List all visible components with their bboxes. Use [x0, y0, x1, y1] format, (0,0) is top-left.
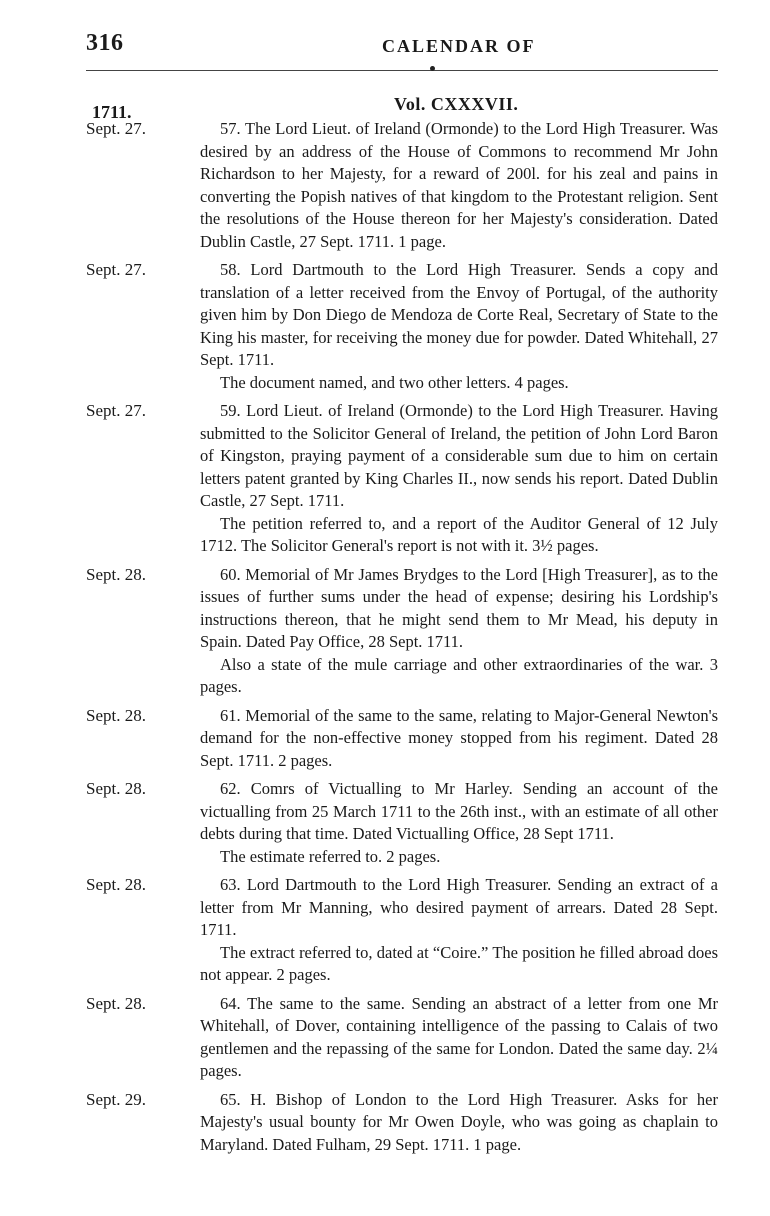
entry-date: Sept. 28. [86, 875, 146, 894]
running-title: CALENDAR OF [382, 36, 536, 56]
entry-abstract: 63. Lord Dartmouth to the Lord High Treasurer. Sending an extract of a letter from Mr Manning, who desired payment of arrears. Dated 28 Sept. 1711. [200, 875, 718, 939]
entry-date: Sept. 27. [86, 119, 146, 138]
header-rule [86, 70, 718, 71]
entry-note: The extract referred to, dated at “Coire.” The position he filled abroad does not appear. 2 pages. [200, 942, 718, 984]
entry-abstract: 65. H. Bishop of London to the Lord High Treasurer. Asks for her Majesty's usual bounty for Mr Owen Doyle, who was going as chaplain to Maryland. Dated Fulham, 29 Sept. 1711. 1 page. [200, 1089, 718, 1154]
calendar-entry [86, 564, 718, 699]
entry-body [200, 993, 718, 1083]
calendar-entry [86, 1089, 718, 1157]
calendar-entry [86, 400, 718, 558]
entry-date: Sept. 27. [86, 401, 146, 420]
entry-body [200, 1089, 718, 1157]
year-heading: 1711. [92, 102, 132, 122]
entry-body [200, 564, 718, 699]
entry-note: The document named, and two other letters. 4 pages. [220, 372, 569, 392]
entry-date: Sept. 28. [86, 705, 146, 725]
calendar-entry [86, 118, 718, 253]
entry-body [200, 400, 718, 558]
entry-body [200, 118, 718, 253]
entry-abstract: 64. The same to the same. Sending an abstract of a letter from one Mr Whitehall, of Dover, containing intelligence of the passing to Calais of two gentlemen and the repassing of the same for London. Dated the same day. 2¼ pages. [200, 993, 718, 1080]
entry-abstract: 60. Memorial of Mr James Brydges to the Lord [High Treasurer], as to the issues of further sums under the head of expense; desiring his Lordship's instructions thereon, that he might send them to Mr Mead, his deputy in Spain. Dated Pay Office, 28 Sept. 1711. [200, 564, 718, 651]
entry-note: The estimate referred to. 2 pages. [220, 846, 441, 866]
calendar-entry [86, 993, 718, 1083]
entry-body [200, 874, 718, 987]
entry-date: Sept. 27. [86, 260, 146, 279]
entry-body [200, 778, 718, 868]
calendar-entry [86, 705, 718, 773]
entry-abstract: 57. The Lord Lieut. of Ireland (Ormonde) to the Lord High Treasurer. Was desired by an address of the House of Commons to recommend Mr John Richardson to her Majesty, for a reward of 200l. for his zeal and pains in converting the Popish natives of that kingdom to the Protestant religion. Sent the resolutions of the House thereon for her Majesty's consideration. Dated Dublin Castle, 27 Sept. 1711. 1 page. [200, 119, 718, 251]
entry-body [200, 259, 718, 394]
entry-body [200, 705, 718, 773]
entry-note: The petition referred to, and a report of the Auditor General of 12 July 1712. The Solicitor General's report is not with it. 3½ pages. [200, 513, 718, 555]
entry-date: Sept. 28. [86, 564, 146, 584]
entry-abstract: 61. Memorial of the same to the same, relating to Major-General Newton's demand for the non-effective money stopped from his regiment. Dated 28 Sept. 1711. 2 pages. [200, 705, 718, 770]
calendar-entry [86, 778, 718, 868]
entry-note: Also a state of the mule carriage and other extraordinaries of the war. 3 pages. [200, 654, 718, 696]
calendar-entry [86, 874, 718, 987]
entry-abstract: 59. Lord Lieut. of Ireland (Ormonde) to the Lord High Treasurer. Having submitted to the Solicitor General of Ireland, the petition of John Lord Baron of Kingston, praying payment of a considerable sum due to him on certain letters patent granted by King Charles II., now sends his report. Dated Dublin Castle, 27 Sept. 1711. [200, 401, 718, 510]
entry-date: Sept. 28. [86, 993, 146, 1013]
volume-heading: Vol. CXXXVII. [394, 94, 519, 114]
entry-abstract: 58. Lord Dartmouth to the Lord High Treasurer. Sends a copy and translation of a letter received from the Envoy of Portugal, of the authority given him by Don Diego de Mendoza de Corte Real, Secretary of State to the King his master, for receiving the money due for powder. Dated Whitehall, 27 Sept. 1711. [200, 260, 718, 369]
calendar-entry [86, 259, 718, 394]
calendar-entries [86, 118, 718, 1162]
entry-date: Sept. 28. [86, 779, 146, 798]
entry-abstract: 62. Comrs of Victualling to Mr Harley. Sending an account of the victualling from 25 March 1711 to the 26th inst., with an estimate of all other debts during that time. Dated Victualling Office, 28 Sept 1711. [200, 779, 718, 843]
page-header [0, 30, 770, 70]
entry-date: Sept. 29. [86, 1089, 146, 1109]
header-rule-ornament [430, 66, 435, 71]
page-number: 316 [86, 30, 124, 56]
